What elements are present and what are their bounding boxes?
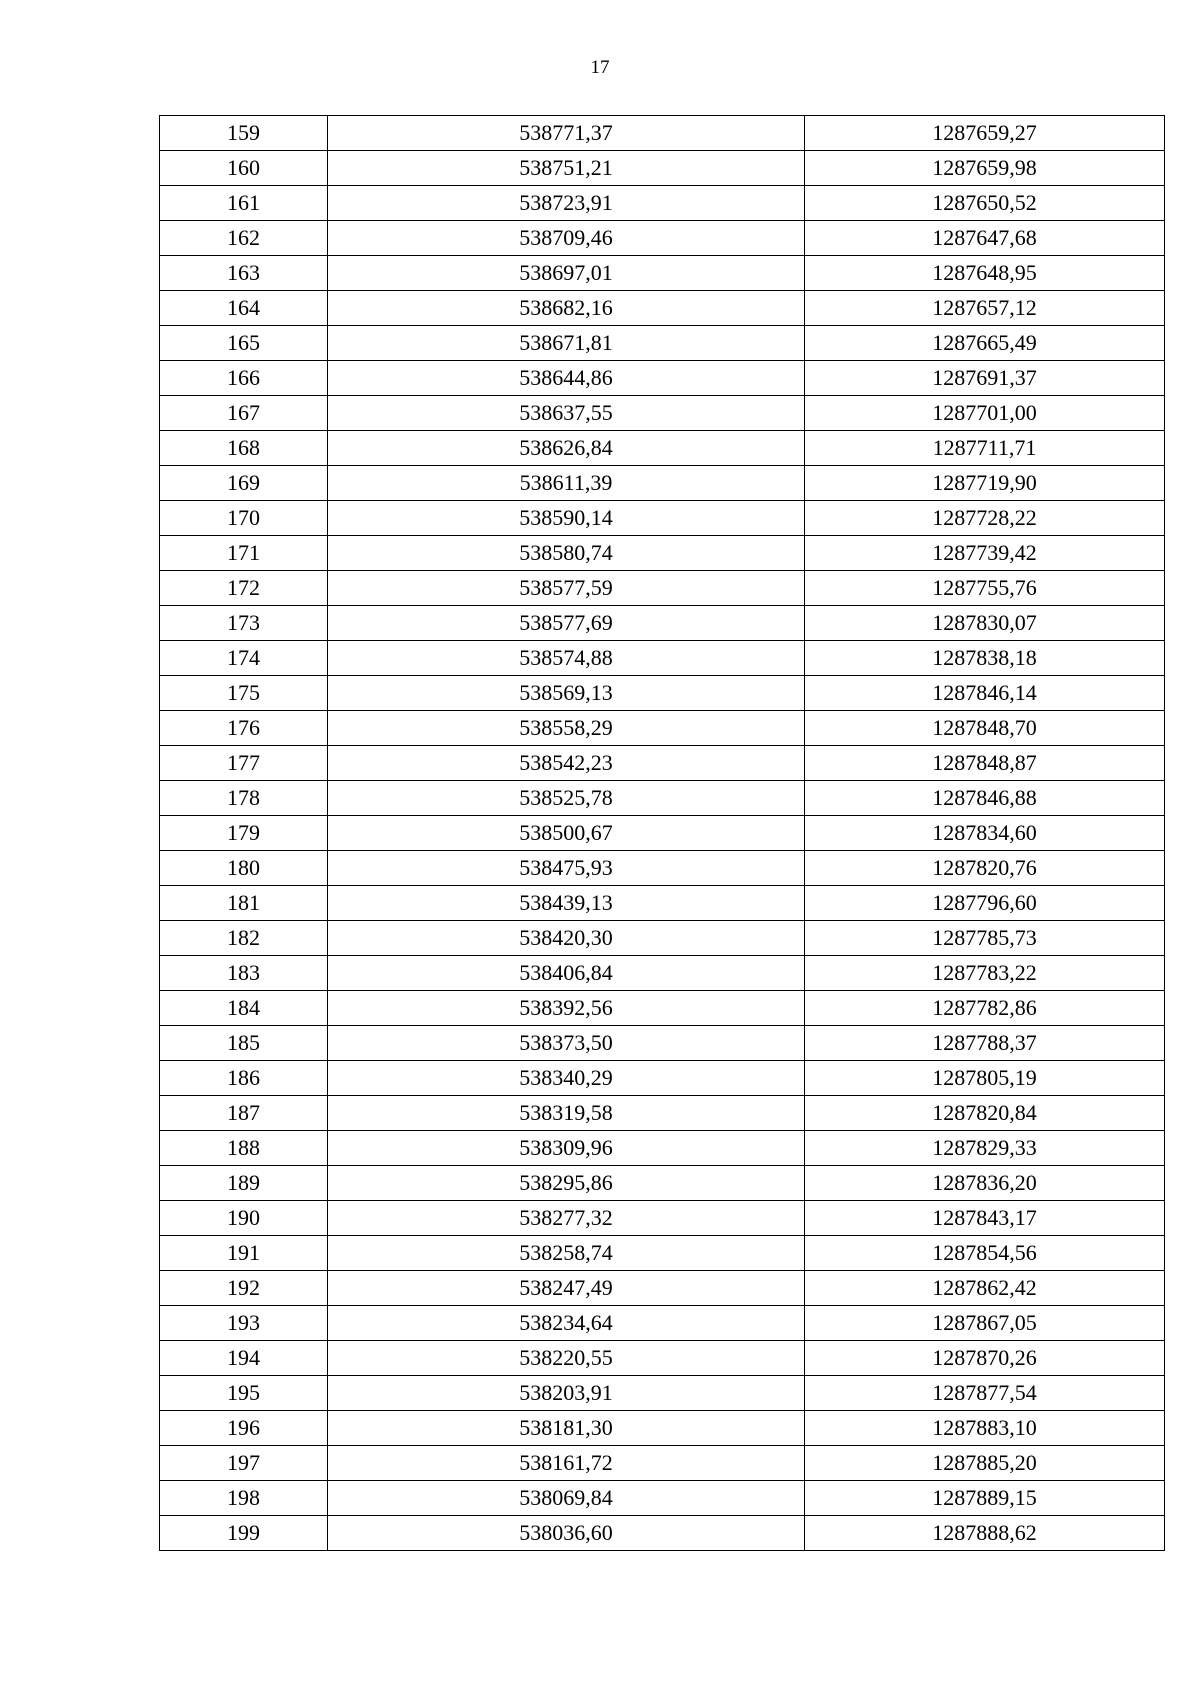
x-coordinate-cell: 538181,30 [328,1411,805,1446]
table-row [160,1271,1165,1306]
y-coordinate-cell: 1287657,12 [805,291,1165,326]
table-row [160,361,1165,396]
point-number-cell: 182 [160,921,328,956]
x-coordinate-cell: 538220,55 [328,1341,805,1376]
table-row [160,291,1165,326]
point-number-cell: 196 [160,1411,328,1446]
point-number-cell: 191 [160,1236,328,1271]
x-coordinate-cell: 538697,01 [328,256,805,291]
x-coordinate-cell: 538671,81 [328,326,805,361]
y-coordinate-cell: 1287877,54 [805,1376,1165,1411]
table-row [160,711,1165,746]
table-row [160,1096,1165,1131]
y-coordinate-cell: 1287830,07 [805,606,1165,641]
table-row [160,1026,1165,1061]
point-number-cell: 174 [160,641,328,676]
table-row [160,1341,1165,1376]
x-coordinate-cell: 538709,46 [328,221,805,256]
point-number-cell: 165 [160,326,328,361]
point-number-cell: 198 [160,1481,328,1516]
y-coordinate-cell: 1287728,22 [805,501,1165,536]
x-coordinate-cell: 538392,56 [328,991,805,1026]
y-coordinate-cell: 1287848,87 [805,746,1165,781]
y-coordinate-cell: 1287888,62 [805,1516,1165,1551]
point-number-cell: 187 [160,1096,328,1131]
y-coordinate-cell: 1287782,86 [805,991,1165,1026]
y-coordinate-cell: 1287755,76 [805,571,1165,606]
y-coordinate-cell: 1287659,27 [805,116,1165,151]
table-row [160,1446,1165,1481]
table-row [160,1481,1165,1516]
table-row [160,676,1165,711]
point-number-cell: 179 [160,816,328,851]
table-row [160,1166,1165,1201]
point-number-cell: 173 [160,606,328,641]
x-coordinate-cell: 538626,84 [328,431,805,466]
y-coordinate-cell: 1287838,18 [805,641,1165,676]
table-row [160,781,1165,816]
table-row [160,256,1165,291]
point-number-cell: 161 [160,186,328,221]
table-row [160,186,1165,221]
point-number-cell: 178 [160,781,328,816]
x-coordinate-cell: 538234,64 [328,1306,805,1341]
x-coordinate-cell: 538295,86 [328,1166,805,1201]
y-coordinate-cell: 1287691,37 [805,361,1165,396]
point-number-cell: 159 [160,116,328,151]
x-coordinate-cell: 538373,50 [328,1026,805,1061]
table-row [160,886,1165,921]
y-coordinate-cell: 1287829,33 [805,1131,1165,1166]
x-coordinate-cell: 538340,29 [328,1061,805,1096]
table-row [160,116,1165,151]
point-number-cell: 185 [160,1026,328,1061]
point-number-cell: 195 [160,1376,328,1411]
y-coordinate-cell: 1287711,71 [805,431,1165,466]
y-coordinate-cell: 1287820,76 [805,851,1165,886]
x-coordinate-cell: 538723,91 [328,186,805,221]
point-number-cell: 168 [160,431,328,466]
x-coordinate-cell: 538439,13 [328,886,805,921]
x-coordinate-cell: 538406,84 [328,956,805,991]
y-coordinate-cell: 1287796,60 [805,886,1165,921]
point-number-cell: 160 [160,151,328,186]
x-coordinate-cell: 538682,16 [328,291,805,326]
x-coordinate-cell: 538577,59 [328,571,805,606]
point-number-cell: 188 [160,1131,328,1166]
point-number-cell: 183 [160,956,328,991]
y-coordinate-cell: 1287846,14 [805,676,1165,711]
x-coordinate-cell: 538247,49 [328,1271,805,1306]
table-row [160,956,1165,991]
table-row [160,571,1165,606]
point-number-cell: 194 [160,1341,328,1376]
y-coordinate-cell: 1287867,05 [805,1306,1165,1341]
y-coordinate-cell: 1287650,52 [805,186,1165,221]
table-row [160,326,1165,361]
y-coordinate-cell: 1287788,37 [805,1026,1165,1061]
table-row [160,396,1165,431]
x-coordinate-cell: 538569,13 [328,676,805,711]
coordinates-table-body [160,116,1165,1551]
y-coordinate-cell: 1287854,56 [805,1236,1165,1271]
point-number-cell: 176 [160,711,328,746]
point-number-cell: 181 [160,886,328,921]
y-coordinate-cell: 1287870,26 [805,1341,1165,1376]
y-coordinate-cell: 1287665,49 [805,326,1165,361]
x-coordinate-cell: 538475,93 [328,851,805,886]
y-coordinate-cell: 1287805,19 [805,1061,1165,1096]
y-coordinate-cell: 1287885,20 [805,1446,1165,1481]
y-coordinate-cell: 1287659,98 [805,151,1165,186]
point-number-cell: 175 [160,676,328,711]
table-row [160,1516,1165,1551]
table-row [160,1131,1165,1166]
x-coordinate-cell: 538069,84 [328,1481,805,1516]
table-row [160,1376,1165,1411]
y-coordinate-cell: 1287647,68 [805,221,1165,256]
table-row [160,746,1165,781]
x-coordinate-cell: 538542,23 [328,746,805,781]
y-coordinate-cell: 1287719,90 [805,466,1165,501]
x-coordinate-cell: 538420,30 [328,921,805,956]
y-coordinate-cell: 1287836,20 [805,1166,1165,1201]
y-coordinate-cell: 1287846,88 [805,781,1165,816]
table-row [160,221,1165,256]
coordinates-table [159,115,1165,1551]
y-coordinate-cell: 1287843,17 [805,1201,1165,1236]
y-coordinate-cell: 1287862,42 [805,1271,1165,1306]
table-row [160,1201,1165,1236]
x-coordinate-cell: 538161,72 [328,1446,805,1481]
table-row [160,816,1165,851]
point-number-cell: 186 [160,1061,328,1096]
x-coordinate-cell: 538637,55 [328,396,805,431]
table-row [160,431,1165,466]
y-coordinate-cell: 1287783,22 [805,956,1165,991]
point-number-cell: 180 [160,851,328,886]
table-row [160,606,1165,641]
point-number-cell: 171 [160,536,328,571]
x-coordinate-cell: 538203,91 [328,1376,805,1411]
table-row [160,536,1165,571]
y-coordinate-cell: 1287785,73 [805,921,1165,956]
y-coordinate-cell: 1287739,42 [805,536,1165,571]
x-coordinate-cell: 538036,60 [328,1516,805,1551]
point-number-cell: 193 [160,1306,328,1341]
x-coordinate-cell: 538644,86 [328,361,805,396]
table-row [160,501,1165,536]
table-row [160,641,1165,676]
y-coordinate-cell: 1287883,10 [805,1411,1165,1446]
point-number-cell: 164 [160,291,328,326]
point-number-cell: 166 [160,361,328,396]
table-row [160,921,1165,956]
x-coordinate-cell: 538577,69 [328,606,805,641]
table-row [160,1411,1165,1446]
point-number-cell: 177 [160,746,328,781]
point-number-cell: 197 [160,1446,328,1481]
x-coordinate-cell: 538525,78 [328,781,805,816]
point-number-cell: 170 [160,501,328,536]
point-number-cell: 172 [160,571,328,606]
x-coordinate-cell: 538319,58 [328,1096,805,1131]
table-row [160,151,1165,186]
point-number-cell: 184 [160,991,328,1026]
point-number-cell: 190 [160,1201,328,1236]
x-coordinate-cell: 538611,39 [328,466,805,501]
table-row [160,851,1165,886]
table-row [160,466,1165,501]
y-coordinate-cell: 1287820,84 [805,1096,1165,1131]
table-row [160,1306,1165,1341]
point-number-cell: 162 [160,221,328,256]
x-coordinate-cell: 538500,67 [328,816,805,851]
y-coordinate-cell: 1287648,95 [805,256,1165,291]
y-coordinate-cell: 1287889,15 [805,1481,1165,1516]
table-row [160,1236,1165,1271]
point-number-cell: 199 [160,1516,328,1551]
table-row [160,991,1165,1026]
point-number-cell: 192 [160,1271,328,1306]
point-number-cell: 189 [160,1166,328,1201]
x-coordinate-cell: 538751,21 [328,151,805,186]
point-number-cell: 169 [160,466,328,501]
x-coordinate-cell: 538580,74 [328,536,805,571]
x-coordinate-cell: 538558,29 [328,711,805,746]
x-coordinate-cell: 538771,37 [328,116,805,151]
page-number: 17 [590,57,610,78]
y-coordinate-cell: 1287701,00 [805,396,1165,431]
x-coordinate-cell: 538574,88 [328,641,805,676]
point-number-cell: 167 [160,396,328,431]
y-coordinate-cell: 1287848,70 [805,711,1165,746]
table-row [160,1061,1165,1096]
point-number-cell: 163 [160,256,328,291]
x-coordinate-cell: 538258,74 [328,1236,805,1271]
x-coordinate-cell: 538277,32 [328,1201,805,1236]
x-coordinate-cell: 538309,96 [328,1131,805,1166]
x-coordinate-cell: 538590,14 [328,501,805,536]
y-coordinate-cell: 1287834,60 [805,816,1165,851]
